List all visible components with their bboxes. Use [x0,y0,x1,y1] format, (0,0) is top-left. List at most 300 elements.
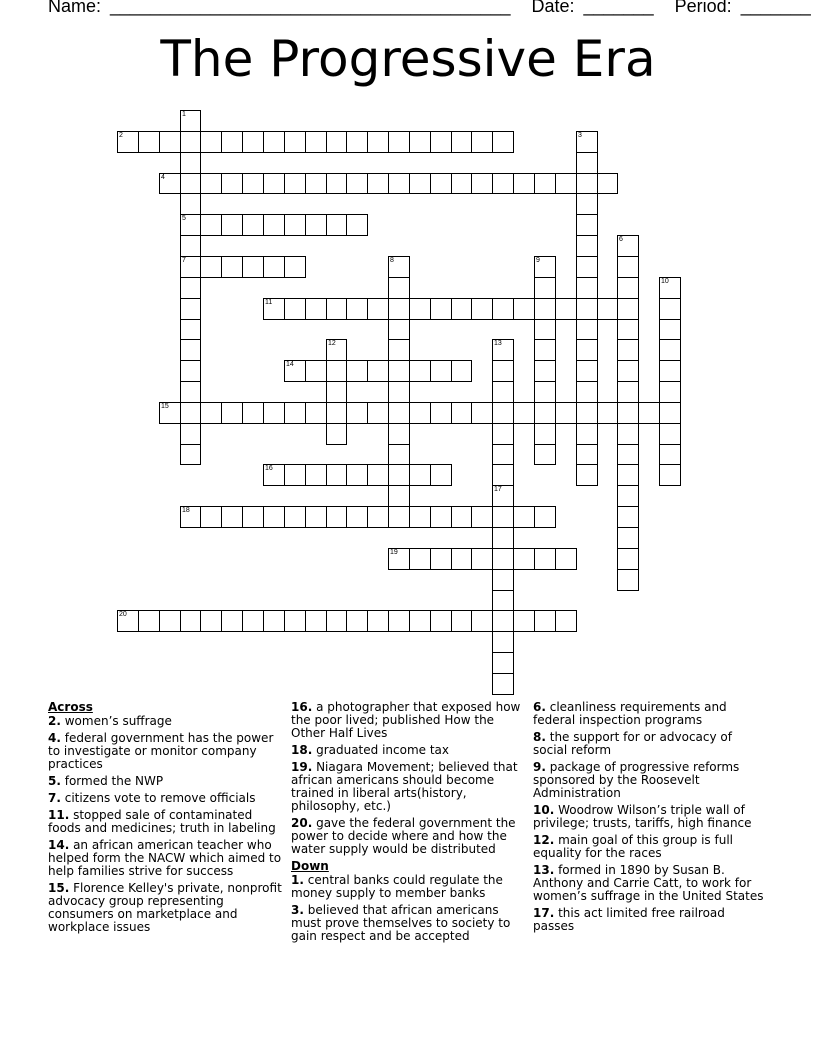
crossword-cell[interactable] [576,423,598,445]
crossword-cell[interactable] [180,152,201,174]
crossword-cell[interactable] [430,298,452,320]
crossword-cell[interactable] [367,402,389,424]
crossword-cell[interactable] [451,506,472,528]
crossword-cell[interactable] [138,131,160,153]
crossword-cell[interactable] [305,464,327,486]
crossword-cell[interactable] [471,298,493,320]
crossword-cell[interactable] [388,339,410,361]
crossword-cell[interactable] [534,173,556,194]
crossword-cell[interactable] [180,381,201,403]
clue-number: 3 [578,132,582,139]
crossword-cell[interactable] [617,298,639,320]
page-title: The Progressive Era [160,30,656,88]
crossword-cell[interactable] [534,506,556,528]
crossword-cell[interactable] [180,110,201,132]
crossword-cell[interactable] [284,402,306,424]
crossword-cell[interactable] [534,319,556,340]
clue-text: federal government has the power to investigate or monitor company practices [48,731,274,771]
crossword-cell[interactable] [263,610,285,632]
crossword-cell[interactable] [638,402,660,424]
crossword-cell[interactable] [513,506,535,528]
crossword-cell[interactable] [451,131,472,153]
across-clue [48,732,284,771]
crossword-cell[interactable] [659,444,681,465]
crossword-cell[interactable] [367,506,389,528]
crossword-cell[interactable] [388,402,410,424]
crossword-cell[interactable] [221,402,243,424]
crossword-cell[interactable] [388,131,410,153]
crossword-cell[interactable] [242,506,264,528]
crossword-cell[interactable] [326,381,347,403]
crossword-cell[interactable] [555,173,577,194]
crossword-cell[interactable] [117,610,139,632]
crossword-cell[interactable] [471,506,493,528]
crossword-cell[interactable] [471,173,493,194]
crossword-cell[interactable] [388,464,410,486]
crossword-cell[interactable] [263,506,285,528]
crossword-cell[interactable] [180,256,201,278]
crossword-cell[interactable] [492,506,514,528]
crossword-cell[interactable] [451,610,472,632]
crossword-cell[interactable] [367,298,389,320]
crossword-cell[interactable] [430,131,452,153]
crossword-cell[interactable] [180,235,201,257]
crossword-cell[interactable] [388,381,410,403]
crossword-cell[interactable] [159,131,181,153]
crossword-cell[interactable] [471,610,493,632]
crossword-cell[interactable] [492,569,514,591]
down-clue [533,907,769,933]
clue-text: Niagara Movement; believed that african americans should become trained in liberal arts(history, philosophy, etc.) [291,760,518,813]
crossword-cell[interactable] [200,131,222,153]
down-heading: Down [291,859,329,873]
crossword-cell[interactable] [471,402,493,424]
crossword-cell[interactable] [617,506,639,528]
crossword-cell[interactable] [367,131,389,153]
crossword-cell[interactable] [326,298,347,320]
crossword-cell[interactable] [326,214,347,236]
crossword-cell[interactable] [367,360,389,382]
crossword-cell[interactable] [659,423,681,445]
crossword-cell[interactable] [180,131,201,153]
clue-number-label: 10. [533,803,555,817]
crossword-cell[interactable] [555,610,577,632]
crossword-cell[interactable] [326,131,347,153]
period-blank[interactable]: _______ [740,0,811,16]
crossword-cell[interactable] [346,173,368,194]
crossword-cell[interactable] [576,277,598,299]
crossword-cell[interactable] [659,402,681,424]
crossword-cell[interactable] [284,131,306,153]
crossword-cell[interactable] [576,381,598,403]
crossword-cell[interactable] [576,339,598,361]
crossword-cell[interactable] [409,402,431,424]
clue-text: Florence Kelley's private, nonprofit advocacy group representing consumers on marketplace and workplace issues [48,881,282,934]
clue-number-label: 2. [48,714,61,728]
crossword-cell[interactable] [367,610,389,632]
clue-number-label: 8. [533,730,546,744]
crossword-cell[interactable] [159,610,181,632]
clue-text: women’s suffrage [60,714,172,728]
crossword-cell[interactable] [180,402,201,424]
clue-text: stopped sale of contaminated foods and medicines; truth in labeling [48,808,276,835]
crossword-cell[interactable] [430,464,452,486]
clue-number: 13 [494,340,502,347]
crossword-cell[interactable] [659,319,681,340]
crossword-cell[interactable] [388,277,410,299]
crossword-cell[interactable] [200,214,222,236]
crossword-cell[interactable] [492,652,514,674]
crossword-cell[interactable] [576,173,598,194]
down-clue [533,701,769,727]
crossword-cell[interactable] [617,548,639,570]
crossword-cell[interactable] [492,131,514,153]
crossword-cell[interactable] [326,402,347,424]
clue-number-label: 16. [291,700,313,714]
crossword-cell[interactable] [617,464,639,486]
crossword-cell[interactable] [221,610,243,632]
across-clue [291,761,523,813]
crossword-cell[interactable] [305,610,327,632]
crossword-cell[interactable] [346,214,368,236]
crossword-cell[interactable] [492,464,514,486]
down-clue [291,874,523,900]
crossword-cell[interactable] [388,444,410,465]
crossword-cell[interactable] [305,298,327,320]
crossword-cell[interactable] [180,214,201,236]
crossword-cell[interactable] [576,464,598,486]
crossword-cell[interactable] [263,131,285,153]
across-clue [48,809,284,835]
crossword-cell[interactable] [221,506,243,528]
crossword-cell[interactable] [388,506,410,528]
crossword-cell[interactable] [492,360,514,382]
crossword-cell[interactable] [284,173,306,194]
crossword-cell[interactable] [388,173,410,194]
crossword-cell[interactable] [513,298,535,320]
clue-number: 2 [119,132,123,139]
date-blank[interactable]: _______ [583,0,654,16]
crossword-cell[interactable] [513,173,535,194]
crossword-cell[interactable] [284,360,306,382]
crossword-cell[interactable] [534,298,556,320]
name-label: Name: [48,0,102,16]
crossword-cell[interactable] [180,193,201,215]
clue-number-label: 7. [48,791,61,805]
crossword-cell[interactable] [659,360,681,382]
crossword-cell[interactable] [492,610,514,632]
crossword-cell[interactable] [284,214,306,236]
crossword-cell[interactable] [534,548,556,570]
crossword-cell[interactable] [367,173,389,194]
crossword-cell[interactable] [346,360,368,382]
crossword-cell[interactable] [576,193,598,215]
crossword-cell[interactable] [451,360,472,382]
crossword-cell[interactable] [180,506,201,528]
crossword-cell[interactable] [242,131,264,153]
crossword-cell[interactable] [617,235,639,257]
crossword-cell[interactable] [617,360,639,382]
crossword-cell[interactable] [367,464,389,486]
crossword-cell[interactable] [451,402,472,424]
clue-text: an african american teacher who helped form the NACW which aimed to help families strive for success [48,838,282,878]
crossword-cell[interactable] [409,173,431,194]
crossword-cell[interactable] [471,131,493,153]
crossword-cell[interactable] [346,298,368,320]
crossword-cell[interactable] [492,444,514,465]
crossword-cell[interactable] [305,131,327,153]
across-heading: Across [48,700,93,714]
crossword-cell[interactable] [388,610,410,632]
clue-number-label: 18. [291,743,313,757]
crossword-cell[interactable] [263,173,285,194]
clue-number: 14 [286,361,294,368]
crossword-cell[interactable] [430,360,452,382]
across-clue [48,792,284,805]
down-clue-list-continued [533,701,769,933]
crossword-cell[interactable] [597,173,618,194]
crossword-cell[interactable] [534,444,556,465]
crossword-cell[interactable] [534,423,556,445]
crossword-cell[interactable] [200,610,222,632]
crossword-cell[interactable] [388,485,410,507]
crossword-cell[interactable] [388,548,410,570]
crossword-cell[interactable] [451,548,472,570]
crossword-cell[interactable] [263,256,285,278]
crossword-cell[interactable] [263,214,285,236]
crossword-cell[interactable] [242,173,264,194]
crossword-cell[interactable] [617,402,639,424]
crossword-cell[interactable] [492,381,514,403]
crossword-cell[interactable] [180,610,201,632]
crossword-cell[interactable] [659,381,681,403]
crossword-cell[interactable] [597,402,618,424]
crossword-cell[interactable] [284,610,306,632]
crossword-cell[interactable] [492,402,514,424]
crossword-cell[interactable] [221,173,243,194]
crossword-cell[interactable] [659,464,681,486]
clue-number-label: 14. [48,838,70,852]
crossword-cell[interactable] [346,464,368,486]
crossword-cell[interactable] [284,506,306,528]
crossword-cell[interactable] [576,131,598,153]
crossword-cell[interactable] [492,631,514,653]
crossword-cell[interactable] [138,610,160,632]
crossword-cell[interactable] [492,527,514,549]
crossword-cell[interactable] [617,485,639,507]
crossword-cell[interactable] [242,256,264,278]
crossword-cell[interactable] [180,360,201,382]
down-clue [533,834,769,860]
crossword-cell[interactable] [159,173,181,194]
crossword-cell[interactable] [576,214,598,236]
crossword-cell[interactable] [617,256,639,278]
crossword-cell[interactable] [409,610,431,632]
crossword-cell[interactable] [555,402,577,424]
crossword-cell[interactable] [617,319,639,340]
crossword-cell[interactable] [284,298,306,320]
crossword-cell[interactable] [326,464,347,486]
crossword-cell[interactable] [409,360,431,382]
crossword-cell[interactable] [326,610,347,632]
crossword-cell[interactable] [305,506,327,528]
crossword-cell[interactable] [576,152,598,174]
crossword-cell[interactable] [326,506,347,528]
crossword-cell[interactable] [492,548,514,570]
crossword-cell[interactable] [492,298,514,320]
crossword-cell[interactable] [263,464,285,486]
crossword-cell[interactable] [242,402,264,424]
crossword-cell[interactable] [451,298,472,320]
across-clue [291,817,523,856]
crossword-cell[interactable] [409,506,431,528]
crossword-cell[interactable] [284,464,306,486]
crossword-cell[interactable] [180,444,201,465]
crossword-cell[interactable] [576,235,598,257]
crossword-cell[interactable] [576,402,598,424]
crossword-cell[interactable] [617,527,639,549]
crossword-cell[interactable] [117,131,139,153]
crossword-cell[interactable] [534,277,556,299]
crossword-cell[interactable] [180,173,201,194]
clue-number-label: 6. [533,700,546,714]
crossword-cell[interactable] [180,423,201,445]
crossword-cell[interactable] [576,319,598,340]
crossword-cell[interactable] [346,131,368,153]
crossword-cell[interactable] [430,402,452,424]
clues-column-3 [533,701,769,937]
crossword-cell[interactable] [326,423,347,445]
clue-number-label: 19. [291,760,313,774]
clue-text: formed the NWP [60,774,164,788]
crossword-cell[interactable] [284,256,306,278]
crossword-cell[interactable] [305,214,327,236]
crossword-cell[interactable] [576,298,598,320]
crossword-cell[interactable] [242,214,264,236]
crossword-cell[interactable] [617,569,639,591]
crossword-cell[interactable] [221,214,243,236]
crossword-cell[interactable] [346,506,368,528]
clue-number: 6 [619,236,623,243]
crossword-cell[interactable] [159,402,181,424]
crossword-cell[interactable] [305,173,327,194]
crossword-cell[interactable] [451,173,472,194]
down-clue [533,761,769,800]
crossword-cell[interactable] [430,506,452,528]
crossword-cell[interactable] [409,131,431,153]
crossword-cell[interactable] [555,548,577,570]
crossword-cell[interactable] [305,360,327,382]
crossword-cell[interactable] [388,256,410,278]
crossword-cell[interactable] [534,402,556,424]
period-label: Period: [674,0,732,16]
crossword-cell[interactable] [388,423,410,445]
crossword-cell[interactable] [388,360,410,382]
clue-number-label: 4. [48,731,61,745]
clue-number-label: 3. [291,903,304,917]
crossword-cell[interactable] [388,298,410,320]
crossword-cell[interactable] [326,173,347,194]
crossword-cell[interactable] [576,360,598,382]
clue-text: graduated income tax [312,743,450,757]
crossword-cell[interactable] [180,298,201,320]
crossword-cell[interactable] [617,444,639,465]
name-blank[interactable]: ________________________________________ [110,0,511,16]
crossword-cell[interactable] [200,173,222,194]
crossword-cell[interactable] [200,506,222,528]
crossword-cell[interactable] [326,360,347,382]
crossword-cell[interactable] [513,402,535,424]
crossword-cell[interactable] [534,339,556,361]
crossword-cell[interactable] [617,423,639,445]
crossword-cell[interactable] [513,548,535,570]
crossword-cell[interactable] [534,256,556,278]
crossword-cell[interactable] [617,277,639,299]
clue-text: Woodrow Wilson’s triple wall of privilege; trusts, tariffs, high finance [533,803,752,830]
crossword-cell[interactable] [492,673,514,695]
clue-number: 1 [182,111,186,118]
crossword-cell[interactable] [492,485,514,507]
clue-number-label: 1. [291,873,304,887]
crossword-cell[interactable] [597,298,618,320]
crossword-cell[interactable] [200,256,222,278]
crossword-cell[interactable] [409,298,431,320]
crossword-cell[interactable] [659,339,681,361]
crossword-cell[interactable] [534,360,556,382]
crossword-cell[interactable] [492,423,514,445]
crossword-cell[interactable] [617,339,639,361]
clue-number: 10 [661,278,669,285]
crossword-cell[interactable] [409,464,431,486]
crossword-cell[interactable] [180,319,201,340]
crossword-cell[interactable] [200,402,222,424]
crossword-cell[interactable] [388,319,410,340]
crossword-cell[interactable] [221,131,243,153]
crossword-cell[interactable] [346,402,368,424]
crossword-cell[interactable] [305,402,327,424]
crossword-cell[interactable] [242,610,264,632]
crossword-cell[interactable] [346,610,368,632]
crossword-cell[interactable] [409,548,431,570]
crossword-cell[interactable] [492,173,514,194]
crossword-cell[interactable] [576,256,598,278]
crossword-cell[interactable] [471,548,493,570]
crossword-cell[interactable] [180,277,201,299]
crossword-cell[interactable] [555,298,577,320]
crossword-cell[interactable] [430,173,452,194]
crossword-cell[interactable] [430,610,452,632]
clue-number-label: 11. [48,808,70,822]
crossword-cell[interactable] [576,444,598,465]
crossword-cell[interactable] [492,590,514,611]
crossword-cell[interactable] [263,402,285,424]
clue-number: 9 [536,257,540,264]
crossword-cell[interactable] [659,298,681,320]
down-clue [533,864,769,903]
crossword-cell[interactable] [534,381,556,403]
clue-number: 19 [390,549,398,556]
crossword-cell[interactable] [263,298,285,320]
crossword-cell[interactable] [430,548,452,570]
crossword-cell[interactable] [513,610,535,632]
crossword-cell[interactable] [492,339,514,361]
crossword-cell[interactable] [659,277,681,299]
crossword-cell[interactable] [221,256,243,278]
crossword-cell[interactable] [180,339,201,361]
crossword-cell[interactable] [326,339,347,361]
crossword-cell[interactable] [617,381,639,403]
crossword-cell[interactable] [534,610,556,632]
